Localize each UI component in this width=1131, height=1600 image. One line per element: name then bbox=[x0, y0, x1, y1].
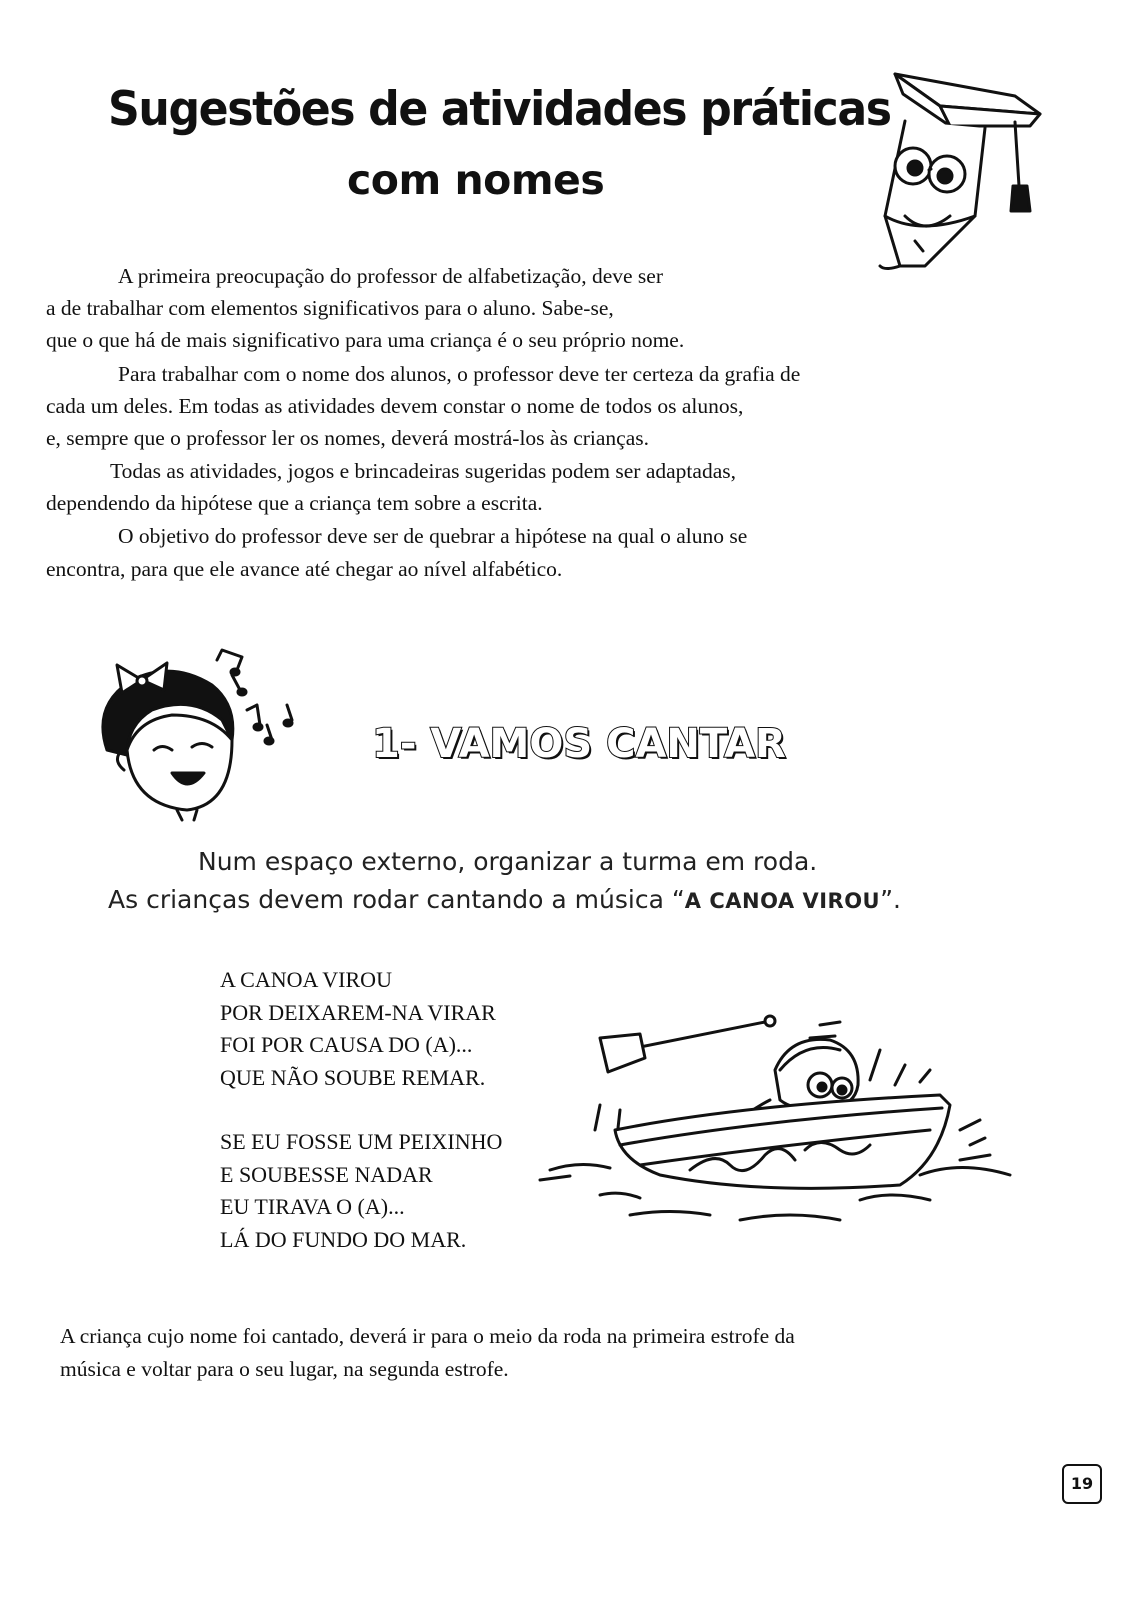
intro-line: encontra, para que ele avance até chegar ao nível alfabético. bbox=[46, 557, 563, 581]
intro-line: dependendo da hipótese que a criança tem sobre a escrita. bbox=[46, 491, 543, 515]
capsizing-canoe-icon bbox=[540, 1010, 1035, 1230]
instruction-text: ”. bbox=[880, 885, 901, 914]
page-title: Sugestões de atividades práticas bbox=[108, 82, 891, 137]
intro-line: A primeira preocupação do professor de alfabetização, deve ser bbox=[118, 264, 663, 288]
section-title: 1- VAMOS CANTAR bbox=[372, 721, 786, 767]
lyric-line: EU TIRAVA O (A)... bbox=[220, 1194, 405, 1219]
song-stanza bbox=[220, 964, 496, 1094]
lyric-line: QUE NÃO SOUBE REMAR. bbox=[220, 1064, 486, 1090]
song-name: A CANOA VIROU bbox=[684, 889, 881, 913]
pencil-mascot-icon bbox=[865, 66, 1045, 276]
intro-line: e, sempre que o professor ler os nomes, deverá mostrá-los às crianças. bbox=[46, 426, 649, 450]
footer-text: A criança cujo nome foi cantado, deverá ir para o meio da roda na primeira estrofe da bbox=[60, 1324, 795, 1348]
lyric-line: FOI POR CAUSA DO (A)... bbox=[220, 1032, 473, 1057]
instruction-line bbox=[108, 881, 901, 920]
lyric-line: POR DEIXAREM-NA VIRAR bbox=[220, 999, 496, 1025]
intro-line: Todas as atividades, jogos e brincadeiras sugeridas podem ser adaptadas, bbox=[110, 459, 736, 483]
instruction-text: As crianças devem rodar cantando a música “ bbox=[108, 885, 685, 914]
lyric-line: E SOUBESSE NADAR bbox=[220, 1161, 433, 1187]
intro-line: O objetivo do professor deve ser de quebrar a hipótese na qual o aluno se bbox=[118, 524, 748, 548]
song-stanza bbox=[220, 1126, 502, 1256]
intro-line: cada um deles. Em todas as atividades devem constar o nome de todos os alunos, bbox=[46, 394, 744, 418]
singing-girl-icon bbox=[92, 645, 307, 820]
lyric-line: A CANOA VIROU bbox=[220, 967, 392, 992]
lyric-line: SE EU FOSSE UM PEIXINHO bbox=[220, 1129, 503, 1154]
instruction-line: Num espaço externo, organizar a turma em roda. bbox=[198, 847, 818, 876]
lyric-line: LÁ DO FUNDO DO MAR. bbox=[220, 1226, 467, 1252]
page-subtitle: com nomes bbox=[347, 156, 605, 204]
page-number: 19 bbox=[1062, 1464, 1102, 1504]
intro-line: Para trabalhar com o nome dos alunos, o professor deve ter certeza da grafia de bbox=[118, 362, 801, 386]
intro-line: a de trabalhar com elementos significativos para o aluno. Sabe-se, bbox=[46, 296, 614, 320]
footer-text: música e voltar para o seu lugar, na segunda estrofe. bbox=[60, 1357, 509, 1381]
intro-line: que o que há de mais significativo para uma criança é o seu próprio nome. bbox=[46, 328, 685, 352]
